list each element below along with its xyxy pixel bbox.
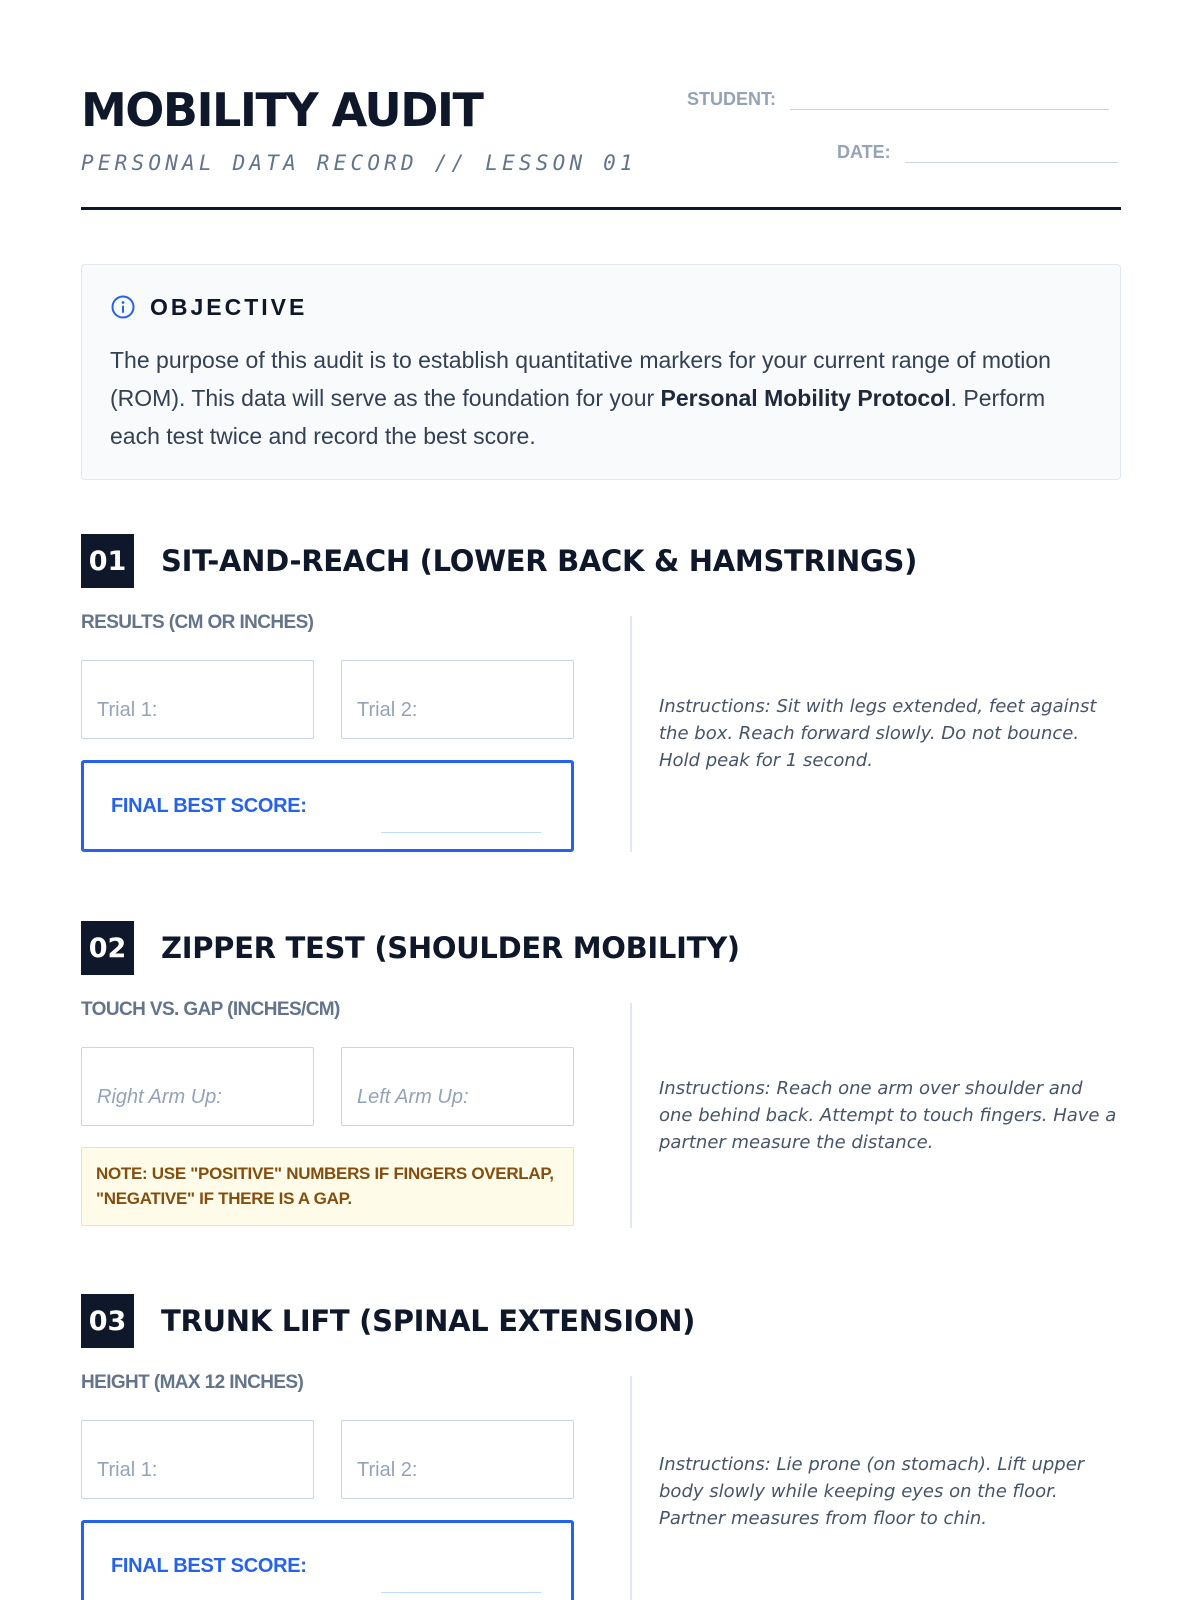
note-box: NOTE: USE "POSITIVE" NUMBERS IF FINGERS OVERLAP, "NEGATIVE" IF THERE IS A GAP. <box>81 1147 574 1226</box>
section-zipper-test <box>81 921 1121 1241</box>
info-icon <box>110 294 136 320</box>
section-number: 01 <box>81 534 134 588</box>
final-best-score-field[interactable] <box>81 760 574 852</box>
objective-text-intro: The purpose of this audit is to establish quantitative markers for your current range of motion (ROM). This data will serve as the foundation for your <box>110 347 1051 411</box>
section-title: SIT-AND-REACH (LOWER BACK & HAMSTRINGS) <box>161 544 918 578</box>
instructions-text: Instructions: Reach one arm over shoulder and one behind back. Attempt to touch fingers. Have a partner measure the distance. <box>659 1078 1117 1153</box>
header-divider <box>81 207 1121 210</box>
instructions-text: Instructions: Lie prone (on stomach). Lift upper body slowly while keeping eyes on the floor. Partner measures from floor to chin. <box>659 1454 1085 1529</box>
section-number: 02 <box>81 921 134 975</box>
score-line <box>381 832 541 833</box>
section-number: 03 <box>81 1294 134 1348</box>
section-header <box>81 534 917 588</box>
final-best-score-label: FINAL BEST SCORE: <box>111 795 307 817</box>
objective-title: OBJECTIVE <box>150 294 308 320</box>
vertical-divider <box>630 1376 632 1600</box>
objective-text <box>110 341 1100 455</box>
section-subtitle: HEIGHT (MAX 12 INCHES) <box>81 1372 304 1393</box>
field-label: Trial 2: <box>357 699 418 721</box>
final-best-score-label: FINAL BEST SCORE: <box>111 1555 307 1577</box>
objective-text-outro: . Perform each test twice and record the best score. <box>110 385 1046 449</box>
trial-1-field[interactable] <box>81 660 314 739</box>
section-subtitle: TOUCH VS. GAP (INCHES/CM) <box>81 999 340 1020</box>
trial-1-field[interactable] <box>81 1420 314 1499</box>
trial-2-field[interactable] <box>341 660 574 739</box>
vertical-divider <box>630 616 632 852</box>
date-row <box>837 141 1118 163</box>
vertical-divider <box>630 1003 632 1228</box>
section-title: TRUNK LIFT (SPINAL EXTENSION) <box>161 1304 696 1338</box>
section-title: ZIPPER TEST (SHOULDER MOBILITY) <box>161 931 740 965</box>
field-label: Trial 1: <box>97 1459 158 1481</box>
date-label: DATE: <box>837 142 891 162</box>
objective-box <box>81 264 1121 480</box>
right-arm-up-field[interactable] <box>81 1047 314 1126</box>
section-trunk-lift <box>81 1294 1121 1600</box>
field-label: Trial 2: <box>357 1459 418 1481</box>
section-header <box>81 1294 695 1348</box>
date-field[interactable] <box>905 141 1118 163</box>
section-header <box>81 921 740 975</box>
field-label: Right Arm Up: <box>97 1086 222 1108</box>
field-label: Left Arm Up: <box>357 1086 469 1108</box>
page-subtitle: PERSONAL DATA RECORD // LESSON 01 <box>81 151 637 175</box>
objective-header <box>110 293 307 321</box>
worksheet-page <box>81 0 1121 1600</box>
left-arm-up-field[interactable] <box>341 1047 574 1126</box>
objective-text-emphasis: Personal Mobility Protocol <box>660 385 951 411</box>
trial-2-field[interactable] <box>341 1420 574 1499</box>
instructions-text: Instructions: Sit with legs extended, feet against the box. Reach forward slowly. Do not bounce. Hold peak for 1 second. <box>659 696 1097 771</box>
final-best-score-field[interactable] <box>81 1520 574 1600</box>
field-label: Trial 1: <box>97 699 158 721</box>
page-title: MOBILITY AUDIT <box>81 83 483 137</box>
student-row <box>687 88 1109 110</box>
score-line <box>381 1592 541 1593</box>
student-field[interactable] <box>790 88 1109 110</box>
section-sit-and-reach <box>81 534 1121 864</box>
student-label: STUDENT: <box>687 89 776 109</box>
section-subtitle: RESULTS (CM OR INCHES) <box>81 612 314 633</box>
